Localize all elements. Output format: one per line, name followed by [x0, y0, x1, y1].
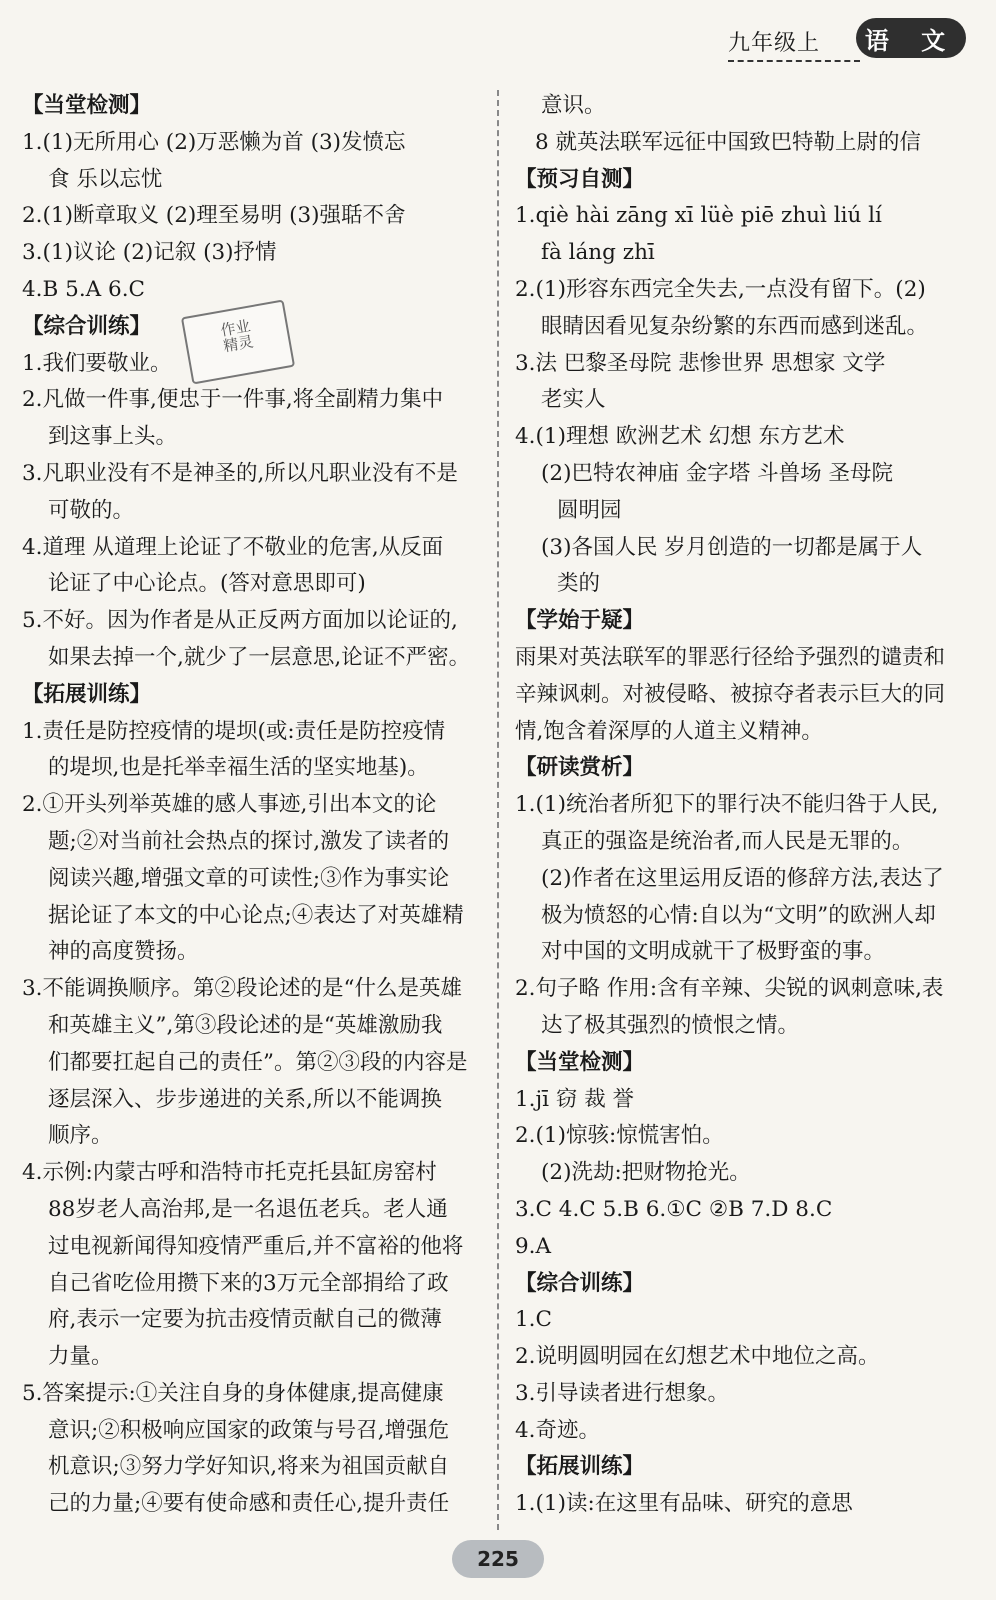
answer-line: 2.句子略 作用:含有辛辣、尖锐的讽刺意味,表: [515, 976, 944, 1002]
left-column: [22, 88, 482, 1523]
answer-line: 题;②对当前社会热点的探讨,激发了读者的: [48, 828, 450, 854]
answer-line: (3)各国人民 岁月创造的一切都是属于人: [541, 534, 923, 560]
answer-line: 1.责任是防控疫情的堤坝(或:责任是防控疫情: [22, 718, 446, 744]
answer-line: 真正的强盗是统治者,而人民是无罪的。: [541, 828, 914, 854]
answer-line: 可敬的。: [48, 497, 135, 523]
answer-line: 88岁老人高治邦,是一名退伍老兵。老人通: [48, 1196, 448, 1222]
answer-line: 辛辣讽刺。对被侵略、被掠夺者表示巨大的同: [515, 681, 946, 707]
section-heading: 【学始于疑】: [515, 608, 645, 634]
answer-line: 达了极其强烈的愤恨之情。: [541, 1012, 800, 1038]
section-heading: 【综合训练】: [22, 313, 152, 339]
subject-badge: 语 文: [856, 18, 966, 58]
answer-line: 自己省吃俭用攒下来的3万元全部捐给了政: [48, 1270, 449, 1296]
answer-line: 机意识;③努力学好知识,将来为祖国贡献自: [48, 1454, 450, 1480]
answer-line: 3.(1)议论 (2)记叙 (3)抒情: [22, 240, 277, 266]
answer-line: 1.jī 窃 裁 誉: [515, 1086, 635, 1112]
answer-line: 类的: [557, 571, 601, 597]
answer-line: 1.C: [515, 1307, 552, 1333]
answer-line: fà láng zhī: [541, 240, 655, 266]
answer-line: 2.凡做一件事,便忠于一件事,将全副精力集中: [22, 387, 444, 413]
answer-line: 9.A: [515, 1233, 552, 1259]
answer-line: 老实人: [541, 387, 606, 413]
answer-line: 情,饱含着深厚的人道主义精神。: [515, 718, 823, 744]
answer-line: 4.道理 从道理上论证了不敬业的危害,从反面: [22, 534, 444, 560]
right-column: [515, 88, 975, 1523]
answer-line: 1.(1)无所用心 (2)万恶懒为首 (3)发愤忘: [22, 129, 406, 155]
section-heading: 【预习自测】: [515, 166, 645, 192]
answer-line: 3.凡职业没有不是神圣的,所以凡职业没有不是: [22, 460, 458, 486]
column-divider: [497, 90, 499, 1530]
stamp-line-2: 精灵: [221, 332, 255, 356]
stamp-line-1: 作业: [219, 316, 252, 340]
answer-line: 眼睛因看见复杂纷繁的东西而感到迷乱。: [541, 313, 929, 339]
answer-line: 如果去掉一个,就少了一层意思,论证不严密。: [48, 644, 471, 670]
answer-line: 2.①开头列举英雄的感人事迹,引出本文的论: [22, 792, 437, 818]
answer-line: 3.C 4.C 5.B 6.①C ②B 7.D 8.C: [515, 1196, 833, 1222]
answer-line: 意识。: [541, 93, 606, 118]
answer-line: 阅读兴趣,增强文章的可读性;③作为事实论: [48, 865, 450, 891]
answer-line: 4.B 5.A 6.C: [22, 276, 145, 302]
answer-line: 1.qiè hài zāng xī lüè piē zhuì liú lí: [515, 203, 882, 229]
section-heading: 【研读赏析】: [515, 755, 645, 781]
answer-line: (2)作者在这里运用反语的修辞方法,表达了: [541, 865, 944, 891]
answer-line: 2.(1)形容东西完全失去,一点没有留下。(2): [515, 276, 926, 302]
answer-line: 过电视新闻得知疫情严重后,并不富裕的他将: [48, 1233, 464, 1259]
answer-line: 对中国的文明成就干了极野蛮的事。: [541, 939, 886, 965]
answer-line: 5.答案提示:①关注自身的身体健康,提高健康: [22, 1380, 444, 1406]
answer-line: 5.不好。因为作者是从正反两方面加以论证的,: [22, 608, 458, 634]
answer-line: 府,表示一定要为抗击疫情贡献自己的微薄: [48, 1307, 442, 1333]
answer-line: 雨果对英法联军的罪恶行径给予强烈的谴责和: [515, 644, 946, 670]
grade-label: 九年级上: [728, 31, 821, 56]
answer-line: 4.(1)理想 欧洲艺术 幻想 东方艺术: [515, 424, 845, 450]
answer-line: 己的力量;④要有使命感和责任心,提升责任: [48, 1491, 450, 1517]
answer-line: 们都要扛起自己的责任”。第②③段的内容是: [48, 1049, 468, 1075]
answer-line: 逐层深入、步步递进的关系,所以不能调换: [48, 1086, 442, 1112]
page-header: [0, 0, 996, 70]
answer-line: 力量。: [48, 1344, 113, 1370]
answer-line: 顺序。: [48, 1123, 113, 1149]
answer-line: 3.法 巴黎圣母院 悲惨世界 思想家 文学: [515, 350, 886, 376]
answer-line: 意识;②积极响应国家的政策与号召,增强危: [48, 1417, 450, 1443]
section-heading: 【拓展训练】: [22, 681, 152, 707]
answer-line: 食 乐以忘忧: [48, 166, 163, 192]
header-dash-line: [728, 60, 860, 62]
answer-line: 论证了中心论点。(答对意思即可): [48, 571, 366, 597]
answer-line: 神的高度赞扬。: [48, 939, 199, 965]
answer-line: 2.说明圆明园在幻想艺术中地位之高。: [515, 1344, 880, 1370]
answer-line: 圆明园: [557, 497, 622, 523]
answer-line: 极为愤怒的心情:自以为“文明”的欧洲人却: [541, 902, 936, 928]
answer-line: 3.不能调换顺序。第②段论述的是“什么是英雄: [22, 976, 463, 1002]
answer-line: 1.(1)统治者所犯下的罪行决不能归咎于人民,: [515, 792, 939, 818]
answer-line: 4.奇迹。: [515, 1417, 601, 1443]
answer-line: 1.(1)读:在这里有品味、研究的意思: [515, 1491, 853, 1517]
answer-line: 4.示例:内蒙古呼和浩特市托克托县缸房窑村: [22, 1160, 437, 1186]
answer-line: 的堤坝,也是托举幸福生活的坚实地基)。: [48, 755, 429, 781]
answer-line: 2.(1)断章取义 (2)理至易明 (3)强聒不舍: [22, 203, 406, 229]
page-number: 225: [452, 1540, 544, 1578]
answer-line: 1.我们要敬业。: [22, 350, 172, 376]
answer-line: 据论证了本文的中心论点;④表达了对英雄精: [48, 902, 464, 928]
section-heading: 【拓展训练】: [515, 1454, 645, 1480]
answer-line: (2)巴特农神庙 金字塔 斗兽场 圣母院: [541, 460, 893, 486]
lesson-title: 8 就英法联军远征中国致巴特勒上尉的信: [535, 129, 922, 155]
section-heading: 【综合训练】: [515, 1270, 645, 1296]
section-heading: 【当堂检测】: [22, 93, 152, 118]
answer-line: 2.(1)惊骇:惊慌害怕。: [515, 1123, 724, 1149]
answer-line: 和英雄主义”,第③段论述的是“英雄激励我: [48, 1012, 443, 1038]
section-heading: 【当堂检测】: [515, 1049, 645, 1075]
answer-line: 3.引导读者进行想象。: [515, 1380, 730, 1406]
answer-line: 到这事上头。: [48, 424, 178, 450]
answer-line: (2)洗劫:把财物抢光。: [541, 1160, 751, 1186]
